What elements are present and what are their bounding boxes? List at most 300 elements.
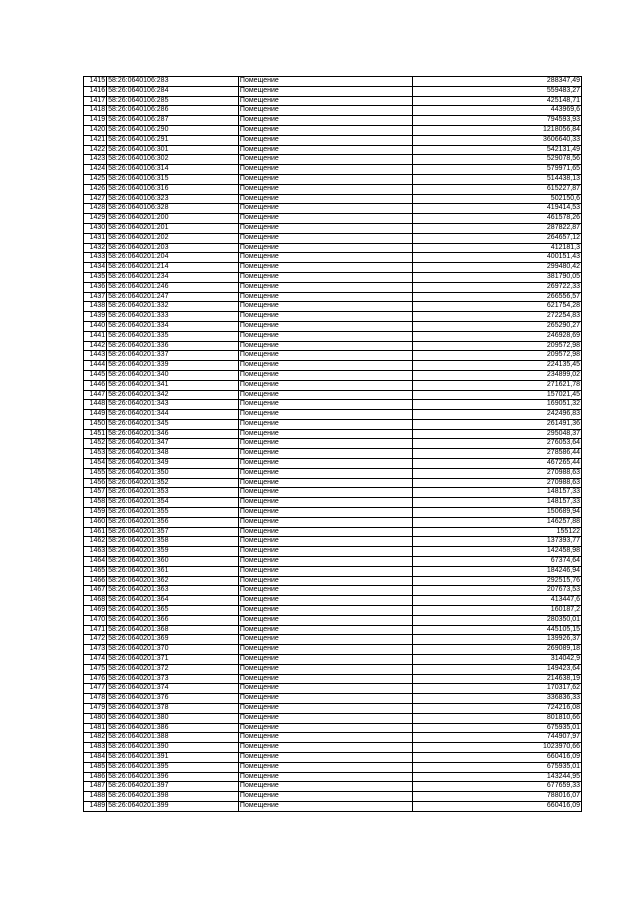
table-row: [84, 801, 582, 811]
cadastral-value-cell: 264657,12: [412, 233, 581, 243]
table-row: [84, 116, 582, 126]
cadastral-value-cell: 207673,53: [412, 586, 581, 596]
table-row: [84, 145, 582, 155]
object-type-cell: Помещение: [238, 174, 412, 184]
cadastral-number-cell: 58:26:0640201:362: [107, 576, 239, 586]
row-number-cell: 1481: [84, 723, 107, 733]
cadastral-number-cell: 58:26:0640201:372: [107, 664, 239, 674]
cadastral-value-cell: 148157,33: [412, 488, 581, 498]
cadastral-number-cell: 58:26:0640201:366: [107, 615, 239, 625]
cadastral-value-cell: 724216,08: [412, 704, 581, 714]
cadastral-number-cell: 58:26:0640106:316: [107, 184, 239, 194]
object-type-cell: Помещение: [238, 321, 412, 331]
cadastral-number-cell: 58:26:0640106:301: [107, 145, 239, 155]
cadastral-value-cell: 157021,45: [412, 390, 581, 400]
cadastral-value-cell: 272254,83: [412, 312, 581, 322]
cadastral-number-cell: 58:26:0640201:344: [107, 410, 239, 420]
table-row: [84, 566, 582, 576]
cadastral-number-cell: 58:26:0640201:349: [107, 459, 239, 469]
row-number-cell: 1469: [84, 606, 107, 616]
table-row: [84, 615, 582, 625]
object-type-cell: Помещение: [238, 272, 412, 282]
cadastral-value-cell: 246928,69: [412, 331, 581, 341]
cadastral-value-cell: 142458,98: [412, 547, 581, 557]
cadastral-number-cell: 58:26:0640201:343: [107, 400, 239, 410]
cadastral-number-cell: 58:26:0640201:380: [107, 713, 239, 723]
row-number-cell: 1446: [84, 380, 107, 390]
row-number-cell: 1422: [84, 145, 107, 155]
table-row: [84, 645, 582, 655]
object-type-cell: Помещение: [238, 184, 412, 194]
row-number-cell: 1451: [84, 429, 107, 439]
table-row: [84, 419, 582, 429]
cadastral-number-cell: 58:26:0640201:352: [107, 478, 239, 488]
table-row: [84, 439, 582, 449]
table-row: [84, 312, 582, 322]
row-number-cell: 1484: [84, 752, 107, 762]
cadastral-number-cell: 58:26:0640201:376: [107, 694, 239, 704]
cadastral-number-cell: 58:26:0640201:348: [107, 449, 239, 459]
row-number-cell: 1470: [84, 615, 107, 625]
row-number-cell: 1485: [84, 762, 107, 772]
cadastral-value-cell: 209572,98: [412, 341, 581, 351]
object-type-cell: Помещение: [238, 625, 412, 635]
cadastral-number-cell: 58:26:0640201:356: [107, 517, 239, 527]
cadastral-value-cell: 270988,63: [412, 478, 581, 488]
object-type-cell: Помещение: [238, 86, 412, 96]
table-row: [84, 488, 582, 498]
row-number-cell: 1443: [84, 351, 107, 361]
cadastral-number-cell: 58:26:0640106:328: [107, 204, 239, 214]
object-type-cell: Помещение: [238, 106, 412, 116]
object-type-cell: Помещение: [238, 547, 412, 557]
cadastral-number-cell: 58:26:0640201:333: [107, 312, 239, 322]
row-number-cell: 1420: [84, 125, 107, 135]
cadastral-value-cell: 677659,33: [412, 782, 581, 792]
row-number-cell: 1474: [84, 655, 107, 665]
cadastral-number-cell: 58:26:0640106:302: [107, 155, 239, 165]
table-row: [84, 537, 582, 547]
table-row: [84, 106, 582, 116]
cadastral-number-cell: 58:26:0640201:353: [107, 488, 239, 498]
table-row: [84, 155, 582, 165]
cadastral-value-cell: 269089,18: [412, 645, 581, 655]
object-type-cell: Помещение: [238, 606, 412, 616]
cadastral-number-cell: 58:26:0640201:347: [107, 439, 239, 449]
row-number-cell: 1483: [84, 743, 107, 753]
table-row: [84, 723, 582, 733]
cadastral-value-cell: 234899,02: [412, 370, 581, 380]
cadastral-number-cell: 58:26:0640201:365: [107, 606, 239, 616]
table-row: [84, 263, 582, 273]
table-row: [84, 77, 582, 87]
object-type-cell: Помещение: [238, 674, 412, 684]
object-type-cell: Помещение: [238, 331, 412, 341]
table-row: [84, 782, 582, 792]
object-type-cell: Помещение: [238, 557, 412, 567]
cadastral-value-cell: 148157,33: [412, 498, 581, 508]
row-number-cell: 1439: [84, 312, 107, 322]
object-type-cell: Помещение: [238, 704, 412, 714]
object-type-cell: Помещение: [238, 263, 412, 273]
cadastral-number-cell: 58:26:0640106:284: [107, 86, 239, 96]
row-number-cell: 1445: [84, 370, 107, 380]
table-row: [84, 204, 582, 214]
cadastral-value-cell: 794593,93: [412, 116, 581, 126]
table-row: [84, 302, 582, 312]
row-number-cell: 1473: [84, 645, 107, 655]
cadastral-value-cell: 381790,05: [412, 272, 581, 282]
object-type-cell: Помещение: [238, 400, 412, 410]
row-number-cell: 1416: [84, 86, 107, 96]
row-number-cell: 1423: [84, 155, 107, 165]
cadastral-number-cell: 58:26:0640201:350: [107, 468, 239, 478]
cadastral-number-cell: 58:26:0640201:341: [107, 380, 239, 390]
object-type-cell: Помещение: [238, 233, 412, 243]
object-type-cell: Помещение: [238, 351, 412, 361]
row-number-cell: 1430: [84, 223, 107, 233]
cadastral-value-cell: 615227,87: [412, 184, 581, 194]
row-number-cell: 1429: [84, 214, 107, 224]
cadastral-value-cell: 660416,09: [412, 752, 581, 762]
cadastral-number-cell: 58:26:0640201:202: [107, 233, 239, 243]
object-type-cell: Помещение: [238, 390, 412, 400]
table-row: [84, 704, 582, 714]
table-row: [84, 606, 582, 616]
cadastral-number-cell: 58:26:0640201:374: [107, 684, 239, 694]
cadastral-value-cell: 292515,76: [412, 576, 581, 586]
cadastral-number-cell: 58:26:0640201:397: [107, 782, 239, 792]
cadastral-number-cell: 58:26:0640201:355: [107, 508, 239, 518]
object-type-cell: Помещение: [238, 498, 412, 508]
table-row: [84, 410, 582, 420]
table-body: [84, 77, 582, 812]
object-type-cell: Помещение: [238, 253, 412, 263]
object-type-cell: Помещение: [238, 135, 412, 145]
table-row: [84, 655, 582, 665]
cadastral-number-cell: 58:26:0640201:378: [107, 704, 239, 714]
cadastral-number-cell: 58:26:0640201:368: [107, 625, 239, 635]
object-type-cell: Помещение: [238, 459, 412, 469]
cadastral-value-cell: 146257,88: [412, 517, 581, 527]
cadastral-value-cell: 169051,32: [412, 400, 581, 410]
cadastral-value-table: [83, 76, 582, 812]
table-row: [84, 370, 582, 380]
row-number-cell: 1449: [84, 410, 107, 420]
cadastral-number-cell: 58:26:0640201:342: [107, 390, 239, 400]
cadastral-number-cell: 58:26:0640106:290: [107, 125, 239, 135]
cadastral-number-cell: 58:26:0640201:359: [107, 547, 239, 557]
cadastral-value-cell: 209572,98: [412, 351, 581, 361]
cadastral-number-cell: 58:26:0640201:346: [107, 429, 239, 439]
object-type-cell: Помещение: [238, 77, 412, 87]
row-number-cell: 1426: [84, 184, 107, 194]
cadastral-number-cell: 58:26:0640201:339: [107, 361, 239, 371]
cadastral-value-cell: 160187,2: [412, 606, 581, 616]
object-type-cell: Помещение: [238, 576, 412, 586]
object-type-cell: Помещение: [238, 243, 412, 253]
object-type-cell: Помещение: [238, 743, 412, 753]
row-number-cell: 1452: [84, 439, 107, 449]
cadastral-value-cell: 559483,27: [412, 86, 581, 96]
table-row: [84, 135, 582, 145]
cadastral-number-cell: 58:26:0640201:373: [107, 674, 239, 684]
cadastral-value-cell: 150689,94: [412, 508, 581, 518]
cadastral-number-cell: 58:26:0640201:388: [107, 733, 239, 743]
cadastral-number-cell: 58:26:0640201:398: [107, 792, 239, 802]
cadastral-number-cell: 58:26:0640201:354: [107, 498, 239, 508]
object-type-cell: Помещение: [238, 645, 412, 655]
row-number-cell: 1486: [84, 772, 107, 782]
object-type-cell: Помещение: [238, 223, 412, 233]
cadastral-value-cell: 270988,63: [412, 468, 581, 478]
row-number-cell: 1478: [84, 694, 107, 704]
table-row: [84, 713, 582, 723]
cadastral-value-cell: 269722,33: [412, 282, 581, 292]
cadastral-value-cell: 170317,62: [412, 684, 581, 694]
table-row: [84, 390, 582, 400]
object-type-cell: Помещение: [238, 752, 412, 762]
row-number-cell: 1419: [84, 116, 107, 126]
row-number-cell: 1471: [84, 625, 107, 635]
table-row: [84, 341, 582, 351]
object-type-cell: Помещение: [238, 694, 412, 704]
cadastral-value-cell: 149423,64: [412, 664, 581, 674]
cadastral-number-cell: 58:26:0640201:214: [107, 263, 239, 273]
row-number-cell: 1436: [84, 282, 107, 292]
row-number-cell: 1424: [84, 165, 107, 175]
table-row: [84, 527, 582, 537]
row-number-cell: 1431: [84, 233, 107, 243]
cadastral-number-cell: 58:26:0640201:363: [107, 586, 239, 596]
object-type-cell: Помещение: [238, 116, 412, 126]
cadastral-value-cell: 400151,43: [412, 253, 581, 263]
object-type-cell: Помещение: [238, 194, 412, 204]
cadastral-number-cell: 58:26:0640201:200: [107, 214, 239, 224]
object-type-cell: Помещение: [238, 655, 412, 665]
cadastral-number-cell: 58:26:0640106:314: [107, 165, 239, 175]
cadastral-number-cell: 58:26:0640201:364: [107, 596, 239, 606]
cadastral-number-cell: 58:26:0640201:334: [107, 321, 239, 331]
row-number-cell: 1489: [84, 801, 107, 811]
table-row: [84, 223, 582, 233]
cadastral-value-cell: 155122: [412, 527, 581, 537]
cadastral-value-cell: 675935,01: [412, 762, 581, 772]
table-row: [84, 557, 582, 567]
row-number-cell: 1482: [84, 733, 107, 743]
cadastral-number-cell: 58:26:0640201:360: [107, 557, 239, 567]
cadastral-number-cell: 58:26:0640201:399: [107, 801, 239, 811]
row-number-cell: 1459: [84, 508, 107, 518]
table-row: [84, 733, 582, 743]
cadastral-value-cell: 224135,45: [412, 361, 581, 371]
row-number-cell: 1428: [84, 204, 107, 214]
row-number-cell: 1472: [84, 635, 107, 645]
object-type-cell: Помещение: [238, 586, 412, 596]
table-row: [84, 400, 582, 410]
cadastral-number-cell: 58:26:0640201:204: [107, 253, 239, 263]
cadastral-value-cell: 280350,01: [412, 615, 581, 625]
cadastral-value-cell: 278586,44: [412, 449, 581, 459]
object-type-cell: Помещение: [238, 292, 412, 302]
table-row: [84, 361, 582, 371]
cadastral-value-cell: 425148,71: [412, 96, 581, 106]
object-type-cell: Помещение: [238, 361, 412, 371]
row-number-cell: 1415: [84, 77, 107, 87]
cadastral-number-cell: 58:26:0640201:246: [107, 282, 239, 292]
row-number-cell: 1434: [84, 263, 107, 273]
cadastral-value-cell: 276053,64: [412, 439, 581, 449]
table-row: [84, 86, 582, 96]
cadastral-number-cell: 58:26:0640201:370: [107, 645, 239, 655]
table-row: [84, 478, 582, 488]
row-number-cell: 1475: [84, 664, 107, 674]
object-type-cell: Помещение: [238, 312, 412, 322]
row-number-cell: 1453: [84, 449, 107, 459]
cadastral-number-cell: 58:26:0640201:234: [107, 272, 239, 282]
row-number-cell: 1448: [84, 400, 107, 410]
cadastral-value-cell: 801810,66: [412, 713, 581, 723]
row-number-cell: 1468: [84, 596, 107, 606]
object-type-cell: Помещение: [238, 772, 412, 782]
cadastral-value-cell: 660416,09: [412, 801, 581, 811]
table-row: [84, 194, 582, 204]
table-row: [84, 586, 582, 596]
table-row: [84, 331, 582, 341]
cadastral-value-cell: 443969,6: [412, 106, 581, 116]
table-row: [84, 752, 582, 762]
cadastral-value-cell: 467265,44: [412, 459, 581, 469]
table-row: [84, 498, 582, 508]
row-number-cell: 1425: [84, 174, 107, 184]
table-row: [84, 243, 582, 253]
table-row: [84, 762, 582, 772]
table-row: [84, 547, 582, 557]
table-row: [84, 459, 582, 469]
cadastral-number-cell: 58:26:0640201:201: [107, 223, 239, 233]
cadastral-value-cell: 288347,49: [412, 77, 581, 87]
row-number-cell: 1432: [84, 243, 107, 253]
object-type-cell: Помещение: [238, 517, 412, 527]
cadastral-value-cell: 529078,56: [412, 155, 581, 165]
table-row: [84, 292, 582, 302]
object-type-cell: Помещение: [238, 145, 412, 155]
row-number-cell: 1461: [84, 527, 107, 537]
table-row: [84, 184, 582, 194]
cadastral-value-cell: 3606640,33: [412, 135, 581, 145]
object-type-cell: Помещение: [238, 733, 412, 743]
cadastral-number-cell: 58:26:0640201:395: [107, 762, 239, 772]
cadastral-number-cell: 58:26:0640201:371: [107, 655, 239, 665]
table-row: [84, 165, 582, 175]
cadastral-value-cell: 299480,42: [412, 263, 581, 273]
object-type-cell: Помещение: [238, 282, 412, 292]
object-type-cell: Помещение: [238, 370, 412, 380]
cadastral-number-cell: 58:26:0640201:247: [107, 292, 239, 302]
cadastral-value-cell: 139926,37: [412, 635, 581, 645]
cadastral-value-cell: 413447,6: [412, 596, 581, 606]
cadastral-value-cell: 295048,37: [412, 429, 581, 439]
row-number-cell: 1454: [84, 459, 107, 469]
table-row: [84, 449, 582, 459]
row-number-cell: 1477: [84, 684, 107, 694]
cadastral-value-cell: 143244,95: [412, 772, 581, 782]
table-row: [84, 772, 582, 782]
object-type-cell: Помещение: [238, 801, 412, 811]
table-row: [84, 272, 582, 282]
cadastral-number-cell: 58:26:0640201:335: [107, 331, 239, 341]
cadastral-number-cell: 58:26:0640106:285: [107, 96, 239, 106]
table-row: [84, 596, 582, 606]
object-type-cell: Помещение: [238, 468, 412, 478]
object-type-cell: Помещение: [238, 537, 412, 547]
row-number-cell: 1442: [84, 341, 107, 351]
row-number-cell: 1476: [84, 674, 107, 684]
table-row: [84, 684, 582, 694]
cadastral-number-cell: 58:26:0640201:345: [107, 419, 239, 429]
table-row: [84, 625, 582, 635]
object-type-cell: Помещение: [238, 419, 412, 429]
object-type-cell: Помещение: [238, 635, 412, 645]
cadastral-value-cell: 184246,94: [412, 566, 581, 576]
cadastral-value-cell: 621754,28: [412, 302, 581, 312]
row-number-cell: 1437: [84, 292, 107, 302]
object-type-cell: Помещение: [238, 664, 412, 674]
object-type-cell: Помещение: [238, 596, 412, 606]
cadastral-number-cell: 58:26:0640201:391: [107, 752, 239, 762]
cadastral-value-cell: 242496,83: [412, 410, 581, 420]
cadastral-value-cell: 314042,9: [412, 655, 581, 665]
cadastral-value-cell: 287822,87: [412, 223, 581, 233]
object-type-cell: Помещение: [238, 615, 412, 625]
row-number-cell: 1441: [84, 331, 107, 341]
row-number-cell: 1433: [84, 253, 107, 263]
cadastral-number-cell: 58:26:0640201:340: [107, 370, 239, 380]
table-row: [84, 674, 582, 684]
object-type-cell: Помещение: [238, 429, 412, 439]
cadastral-value-cell: 675935,01: [412, 723, 581, 733]
row-number-cell: 1456: [84, 478, 107, 488]
row-number-cell: 1450: [84, 419, 107, 429]
object-type-cell: Помещение: [238, 125, 412, 135]
object-type-cell: Помещение: [238, 204, 412, 214]
cadastral-number-cell: 58:26:0640201:361: [107, 566, 239, 576]
object-type-cell: Помещение: [238, 684, 412, 694]
cadastral-number-cell: 58:26:0640106:283: [107, 77, 239, 87]
row-number-cell: 1447: [84, 390, 107, 400]
object-type-cell: Помещение: [238, 449, 412, 459]
object-type-cell: Помещение: [238, 96, 412, 106]
object-type-cell: Помещение: [238, 566, 412, 576]
object-type-cell: Помещение: [238, 488, 412, 498]
table-row: [84, 380, 582, 390]
object-type-cell: Помещение: [238, 341, 412, 351]
table-row: [84, 743, 582, 753]
object-type-cell: Помещение: [238, 792, 412, 802]
row-number-cell: 1417: [84, 96, 107, 106]
cadastral-number-cell: 58:26:0640106:323: [107, 194, 239, 204]
object-type-cell: Помещение: [238, 508, 412, 518]
cadastral-value-cell: 1218056,84: [412, 125, 581, 135]
cadastral-number-cell: 58:26:0640201:369: [107, 635, 239, 645]
row-number-cell: 1460: [84, 517, 107, 527]
cadastral-value-cell: 265290,27: [412, 321, 581, 331]
table-row: [84, 517, 582, 527]
object-type-cell: Помещение: [238, 439, 412, 449]
table-row: [84, 125, 582, 135]
cadastral-value-cell: 445105,15: [412, 625, 581, 635]
table-row: [84, 576, 582, 586]
